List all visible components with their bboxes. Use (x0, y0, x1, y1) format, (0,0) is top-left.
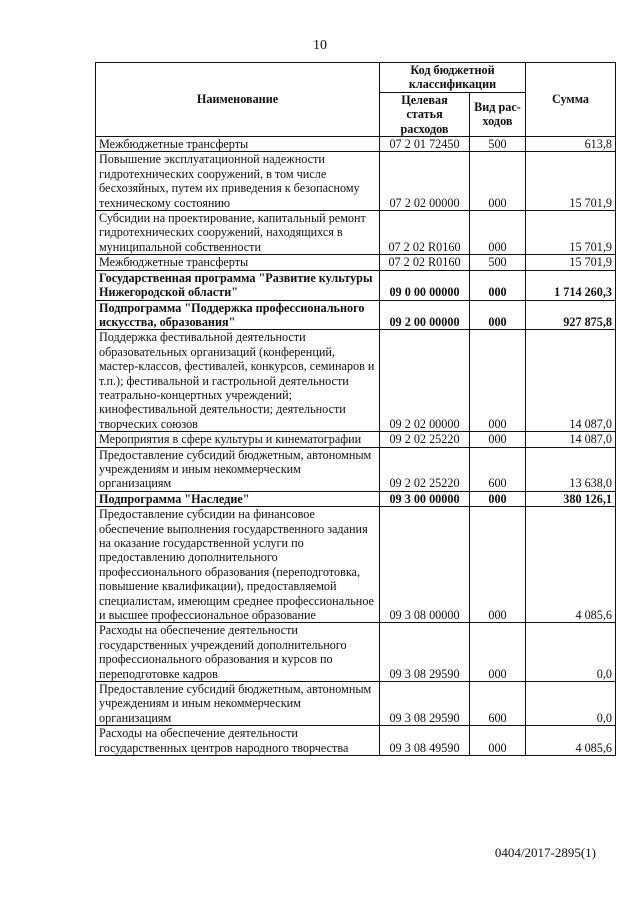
row-type: 000 (470, 211, 526, 255)
row-sum: 1 714 260,3 (526, 270, 616, 300)
table-row (96, 330, 616, 432)
row-code: 07 2 02 R0160 (380, 255, 470, 270)
row-type: 000 (470, 432, 526, 447)
header-target: Целевая статья расходов (380, 92, 470, 136)
table-row (96, 623, 616, 682)
row-name: Межбюджетные трансферты (96, 255, 380, 270)
row-code: 07 2 02 R0160 (380, 211, 470, 255)
row-type: 500 (470, 255, 526, 270)
row-sum: 14 087,0 (526, 330, 616, 432)
row-type: 500 (470, 137, 526, 152)
row-name: Межбюджетные трансферты (96, 137, 380, 152)
table-row (96, 447, 616, 491)
row-sum: 15 701,9 (526, 255, 616, 270)
row-code: 09 3 00 00000 (380, 491, 470, 506)
header-name: Наименование (96, 63, 380, 137)
row-type: 000 (470, 623, 526, 682)
row-sum: 15 701,9 (526, 152, 616, 211)
page-number: 10 (313, 38, 327, 53)
row-sum: 4 085,6 (526, 507, 616, 623)
row-sum: 0,0 (526, 623, 616, 682)
table-body (96, 137, 616, 756)
table-row (96, 300, 616, 330)
table-row (96, 152, 616, 211)
row-name: Мероприятия в сфере культуры и кинематографии (96, 432, 380, 447)
row-code: 09 3 08 29590 (380, 623, 470, 682)
row-name: Субсидии на проектирование, капитальный ремонт гидротехнических сооружений, находящихся в муниципальной собственности (96, 211, 380, 255)
row-code: 09 2 00 00000 (380, 300, 470, 330)
row-sum: 380 126,1 (526, 491, 616, 506)
document-code: 0404/2017-2895(1) (494, 845, 596, 860)
header-code-group: Код бюджетной классификации (380, 63, 526, 93)
row-sum: 927 875,8 (526, 300, 616, 330)
row-type: 000 (470, 726, 526, 756)
table-row (96, 137, 616, 152)
row-type: 000 (470, 491, 526, 506)
row-type: 600 (470, 682, 526, 726)
row-name: Расходы на обеспечение деятельности государственных учреждений дополнительного профессионального образования и курсов по переподготовке кадров (96, 623, 380, 682)
row-sum: 0,0 (526, 682, 616, 726)
row-type: 000 (470, 330, 526, 432)
row-type: 000 (470, 152, 526, 211)
row-code: 07 2 02 00000 (380, 152, 470, 211)
row-code: 09 2 02 25220 (380, 432, 470, 447)
row-type: 000 (470, 507, 526, 623)
header-type: Вид рас-ходов (470, 92, 526, 136)
row-code: 09 3 08 00000 (380, 507, 470, 623)
row-name: Предоставление субсидий бюджетным, автономным учреждениям и иным некоммерческим организациям (96, 447, 380, 491)
row-code: 09 0 00 00000 (380, 270, 470, 300)
table-row (96, 270, 616, 300)
row-sum: 14 087,0 (526, 432, 616, 447)
row-sum: 4 085,6 (526, 726, 616, 756)
table-row (96, 491, 616, 506)
row-name: Подпрограмма "Наследие" (96, 491, 380, 506)
table-row (96, 507, 616, 623)
row-name: Предоставление субсидий бюджетным, автономным учреждениям и иным некоммерческим организациям (96, 682, 380, 726)
row-code: 07 2 01 72450 (380, 137, 470, 152)
row-code: 09 2 02 00000 (380, 330, 470, 432)
row-code: 09 2 02 25220 (380, 447, 470, 491)
row-code: 09 3 08 29590 (380, 682, 470, 726)
row-type: 000 (470, 300, 526, 330)
row-name: Предоставление субсидии на финансовое обеспечение выполнения государственного задания на оказание государственной услуги по предоставлению дополнительного профессионального образования (переподготовка, повышение квалификации), предоставляемой специалистам, имеющим среднее профессиональное и высшее профессиональное образование (96, 507, 380, 623)
table-row (96, 432, 616, 447)
row-sum: 613,8 (526, 137, 616, 152)
table-row (96, 255, 616, 270)
header-sum: Сумма (526, 63, 616, 137)
table-row (96, 211, 616, 255)
row-sum: 13 638,0 (526, 447, 616, 491)
row-name: Повышение эксплуатационной надежности гидротехнических сооружений, в том числе бесхозяйных, путем их приведения к безопасному техническому состоянию (96, 152, 380, 211)
table-row (96, 682, 616, 726)
row-name: Государственная программа "Развитие культуры Нижегородской области" (96, 270, 380, 300)
budget-table (95, 62, 616, 756)
row-name: Поддержка фестивальной деятельности образовательных организаций (конференций, мастер-классов, фестивалей, конкурсов, семинаров и т.п.); фестивальной и гастрольной деятельности театрально-концертных учреждений; кинофестивальной деятельности; деятельности творческих союзов (96, 330, 380, 432)
table-row (96, 726, 616, 756)
row-sum: 15 701,9 (526, 211, 616, 255)
row-name: Расходы на обеспечение деятельности государственных центров народного творчества (96, 726, 380, 756)
row-type: 600 (470, 447, 526, 491)
row-name: Подпрограмма "Поддержка профессионального искусства, образования" (96, 300, 380, 330)
row-code: 09 3 08 49590 (380, 726, 470, 756)
row-type: 000 (470, 270, 526, 300)
